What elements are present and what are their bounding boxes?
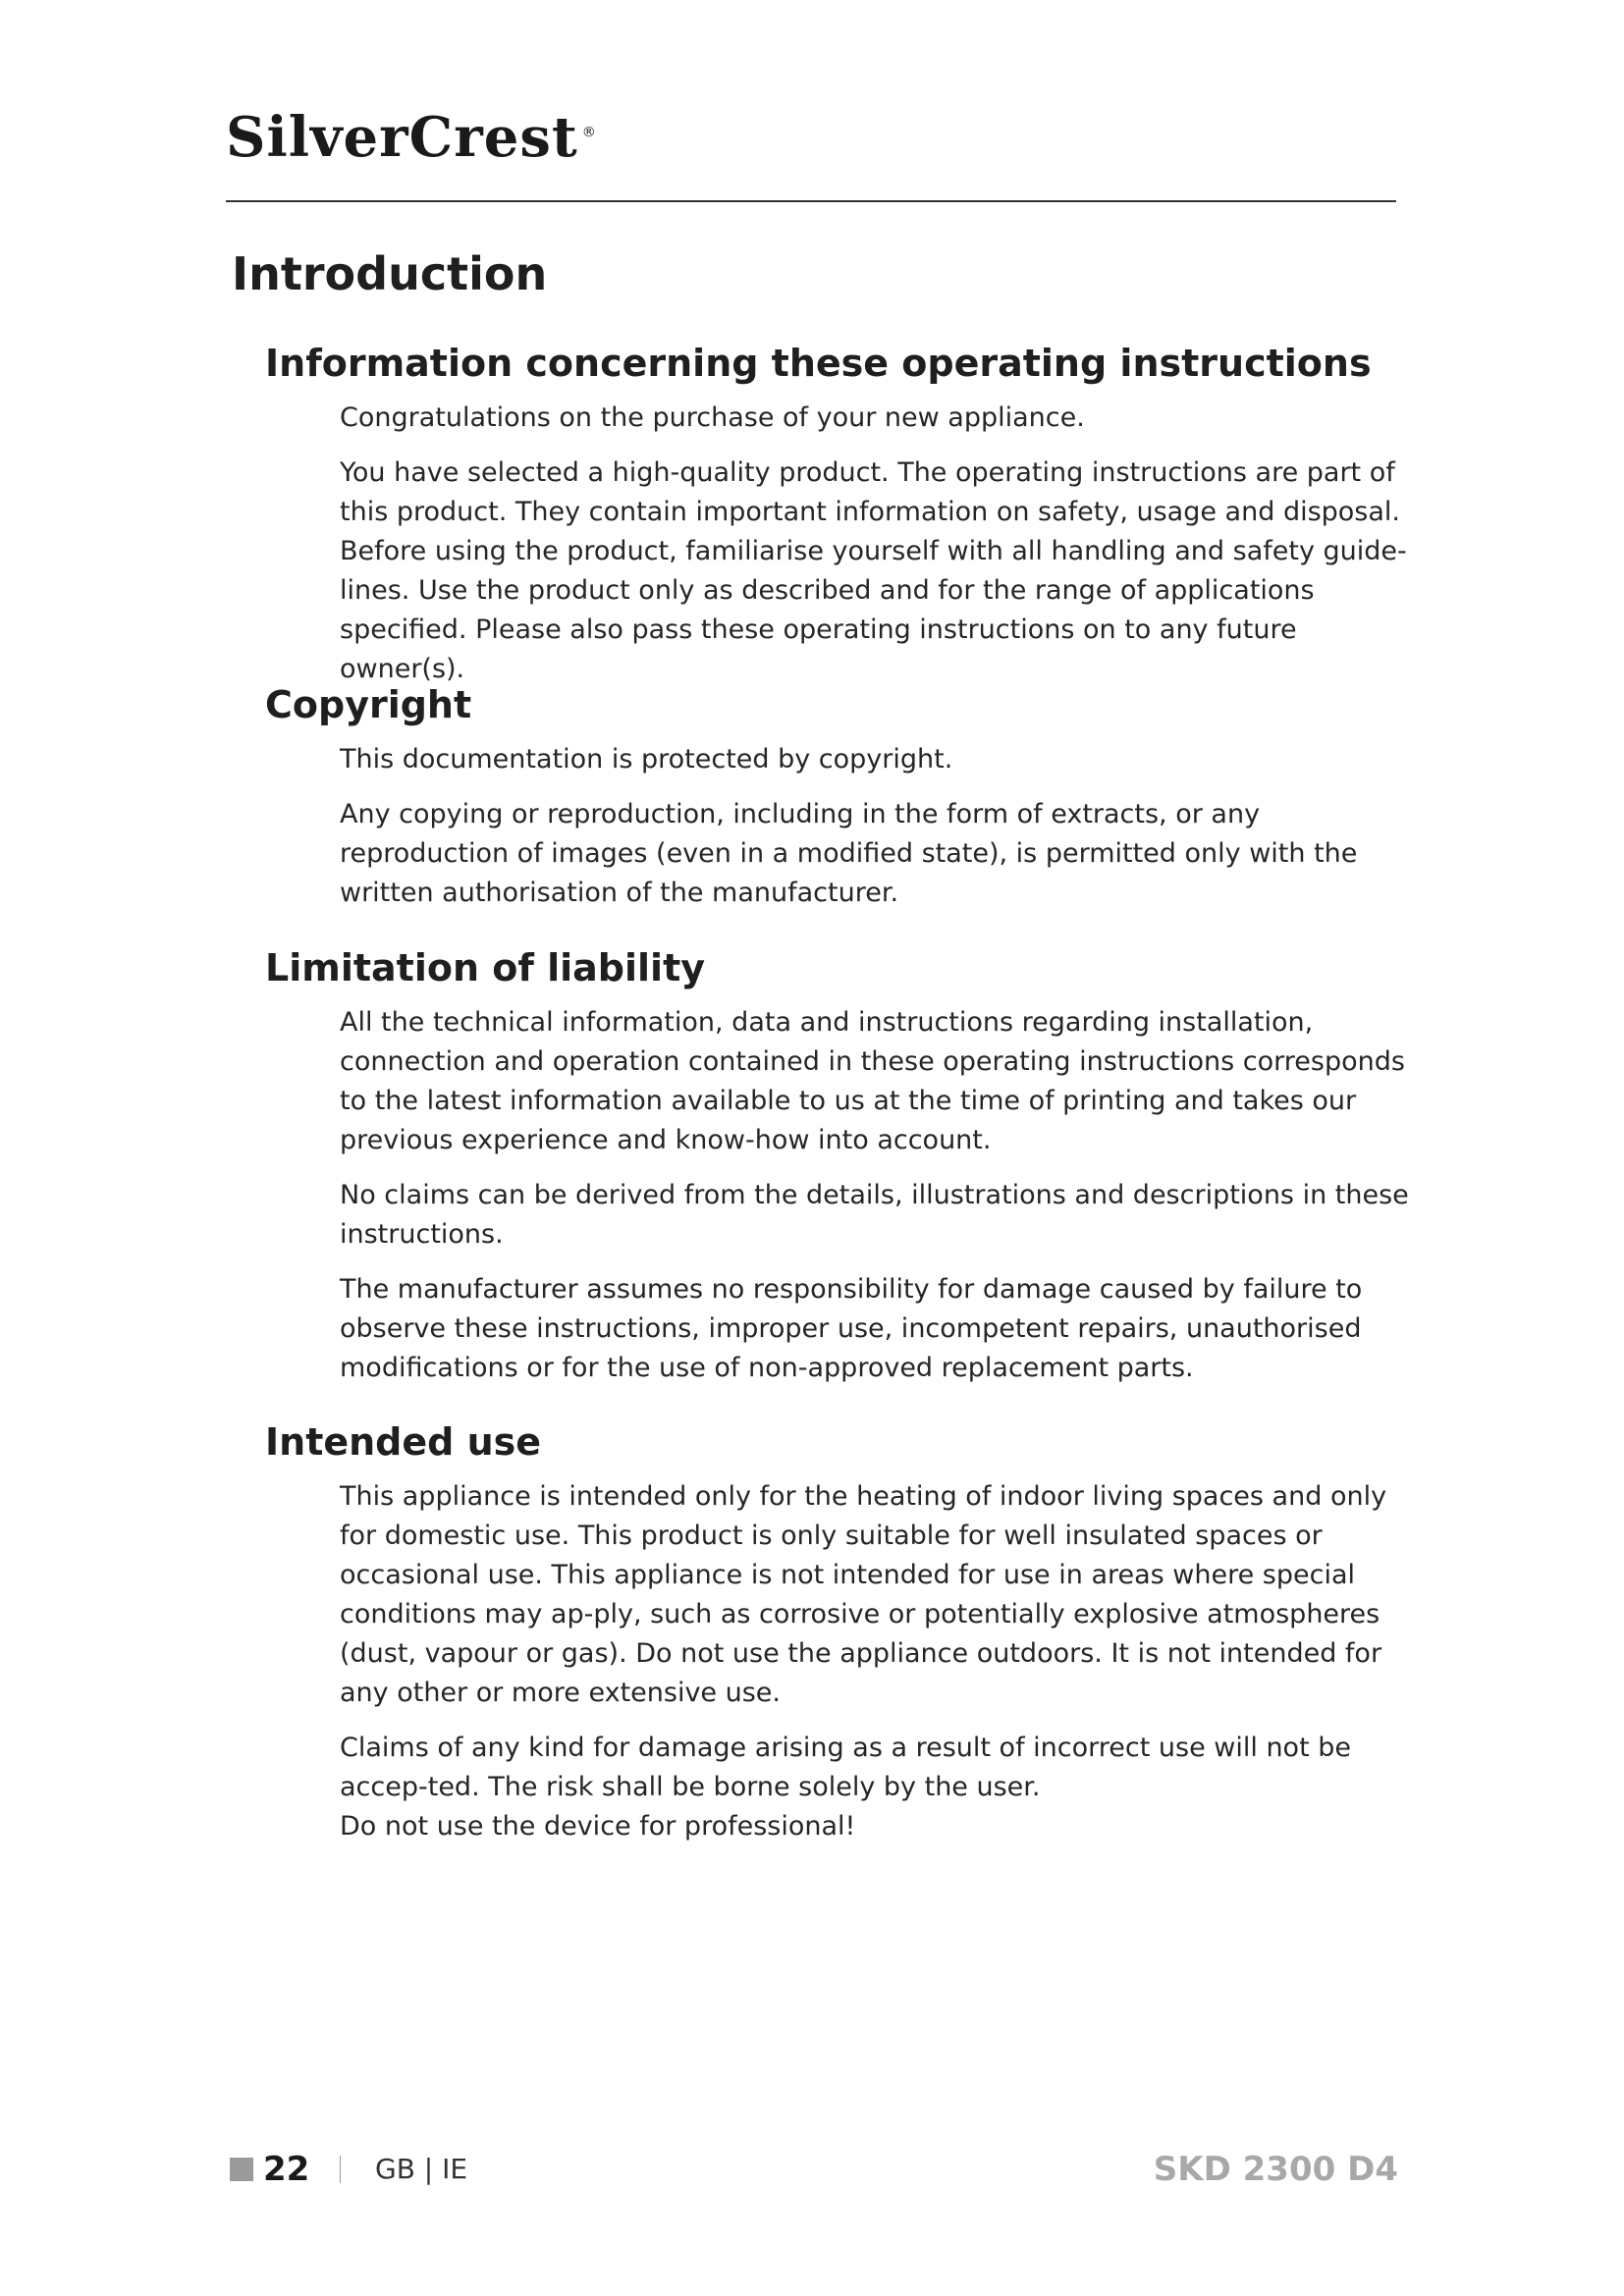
paragraph: Any copying or reproduction, including in the form of extracts, or any reproduction of images (even in a modified state), is permitted only with the written authorisation of the manufacturer. (340, 798, 1358, 908)
section-intended-use (265, 1420, 1414, 1862)
registered-mark: ® (581, 125, 597, 141)
section-heading: Information concerning these operating instructions (265, 342, 1372, 385)
footer-square-marker (230, 2158, 253, 2181)
model-number: SKD 2300 D4 (1153, 2150, 1398, 2189)
language-codes: GB | IE (375, 2153, 468, 2185)
brand-name: SilverCrest (226, 105, 578, 170)
paragraph: The manufacturer assumes no responsibility for damage caused by failure to observe these instructions, improper use, incompetent repairs, unauthorised modifications or for the use of non-approved replacement parts. (340, 1273, 1363, 1383)
section-heading: Intended use (265, 1420, 542, 1464)
paragraph: Congratulations on the purchase of your new appliance. (340, 401, 1085, 433)
brand-logo (226, 105, 597, 170)
section-heading: Limitation of liability (265, 946, 706, 989)
paragraph: This appliance is intended only for the heating of indoor living spaces and only for domestic use. This product is only suitable for well insulated spaces or occasional use. This appliance is not intended for use in areas where special conditions may ap-ply, such as corrosive or potentially explosive atmospheres (dust, vapour or gas). Do not use the appliance outdoors. It is not intended for any other or more extensive use. (340, 1480, 1387, 1708)
page-footer (230, 2150, 1398, 2189)
paragraph: No claims can be derived from the details, illustrations and descriptions in these instructions. (340, 1179, 1409, 1250)
footer-separator (340, 2156, 341, 2183)
paragraph: This documentation is protected by copyright. (340, 743, 953, 774)
section-copyright (265, 683, 1414, 929)
paragraph: All the technical information, data and instructions regarding installation, connection and operation contained in these operating instructions corresponds to the latest information available to us at the time of printing and takes our previous experience and know-how into account. (340, 1006, 1405, 1155)
section-heading: Copyright (265, 683, 472, 726)
paragraph: You have selected a high-quality product. The operating instructions are part of this product. They contain important information on safety, usage and disposal. Before using the product, familiarise yourself with all handling and safety guide- lines. Use the product only as described and for the range of applications specified. Please also pass these operating instructions on to any future owner(s). (340, 456, 1407, 684)
page-title: Introduction (232, 247, 548, 300)
paragraph: Claims of any kind for damage arising as a result of incorrect use will not be accep-ted. The risk shall be borne solely by the user. Do not use the device for professional! (340, 1732, 1351, 1842)
header-divider (226, 200, 1396, 202)
page-number: 22 (263, 2150, 310, 2189)
section-limitation-of-liability (265, 946, 1414, 1404)
section-information (265, 342, 1414, 705)
